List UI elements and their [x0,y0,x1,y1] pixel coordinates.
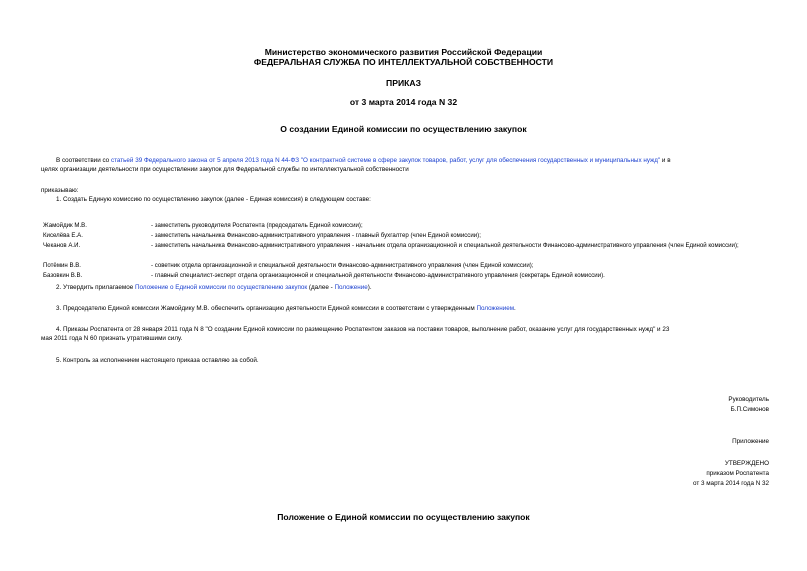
order-title: О создании Единой комиссии по осуществлению закупок [280,124,527,134]
member-role: - советник отдела организационной и специальной деятельности Финансово-административного управления (член Единой комиссии); [151,262,534,269]
member-role: - главный специалист-эксперт отдела организационной и специальной деятельности Финансово-административного управления (секретарь Единой комиссии). [151,272,605,279]
regulation-link[interactable]: Положение о Единой комиссии по осуществлению закупок [134,284,308,291]
approved-by-order: приказом Роспатента [706,470,769,477]
item-3 [56,304,516,313]
appendix-label: Приложение [732,438,769,445]
order-date-number: от 3 марта 2014 года N 32 [349,97,458,107]
item-4-line-1: 4. Приказы Роспатента от 28 января 2011 года N 8 "О создании Единой комиссии по размещению Роспатентом заказов на поставки товаров, выполнение работ, оказание услуг для государственных нужд" и 23 [56,326,670,333]
item-2-text-middle: (далее - [307,284,335,291]
member-role: - заместитель начальника Финансово-административного управления - главный бухгалтер (член Единой комиссии); [151,232,481,239]
member-role: - заместитель начальника Финансово-административного управления - начальник отдела организационной и специальной деятельности Финансово-административного управления (член Единой комиссии); [151,242,739,249]
preamble-text-before: В соответствии со [56,157,111,164]
approved-date-number: от 3 марта 2014 года N 32 [692,480,769,487]
preamble-line-2: целях организации деятельности при осуществлении закупок для Федеральной службы по интеллектуальной собственности [41,166,409,173]
approved-label: УТВЕРЖДЕНО [724,460,769,467]
preamble-text-after: и в [660,157,671,164]
member-name: Жамойдик М.В. [43,222,87,229]
item-2-text-after: ). [367,284,372,291]
item-3-text-after: . [514,305,516,312]
item-3-text-before: 3. Председателю Единой комиссии Жамойдику М.В. обеспечить организацию деятельности Единой комиссии в соответствии с утвержденным [56,305,477,312]
preamble-line-1 [56,156,671,165]
member-name: Базовкин В.В. [43,272,83,279]
appendix-title: Положение о Единой комиссии по осуществлению закупок [277,512,530,522]
member-name: Киселёва Е.А. [43,232,83,239]
regulation-short-link[interactable]: Положение [334,284,368,291]
member-name: Чеканов А.И. [43,242,81,249]
regulation-instrumental-link[interactable]: Положением [476,305,515,312]
member-name: Потёмин В.В. [43,262,81,269]
order-word: приказываю: [41,187,79,194]
member-role: - заместитель руководителя Роспатента (председатель Единой комиссии); [151,222,363,229]
item-2 [56,283,372,292]
item-4-line-2: мая 2011 года N 60 признать утратившими силу. [41,335,183,342]
item-2-text-before: 2. Утвердить прилагаемое [56,284,135,291]
doc-type-heading: ПРИКАЗ [386,78,421,88]
item-1: 1. Создать Единую комиссию по осуществлению закупок (далее - Единая комиссия) в следующем составе: [56,196,371,203]
ministry-heading: Министерство экономического развития Российской Федерации [264,47,543,57]
signature-name: Б.П.Симонов [730,406,769,413]
law-article-link[interactable]: статьей 39 Федерального закона от 5 апреля 2013 года N 44-ФЗ "О контрактной системе в сфере закупок товаров, работ, услуг для обеспечения государственных и муниципальных нужд" [110,157,661,164]
item-5: 5. Контроль за исполнением настоящего приказа оставляю за собой. [56,357,259,364]
service-heading: ФЕДЕРАЛЬНАЯ СЛУЖБА ПО ИНТЕЛЛЕКТУАЛЬНОЙ СОБСТВЕННОСТИ [253,57,554,67]
signature-position: Руководитель [728,396,769,403]
